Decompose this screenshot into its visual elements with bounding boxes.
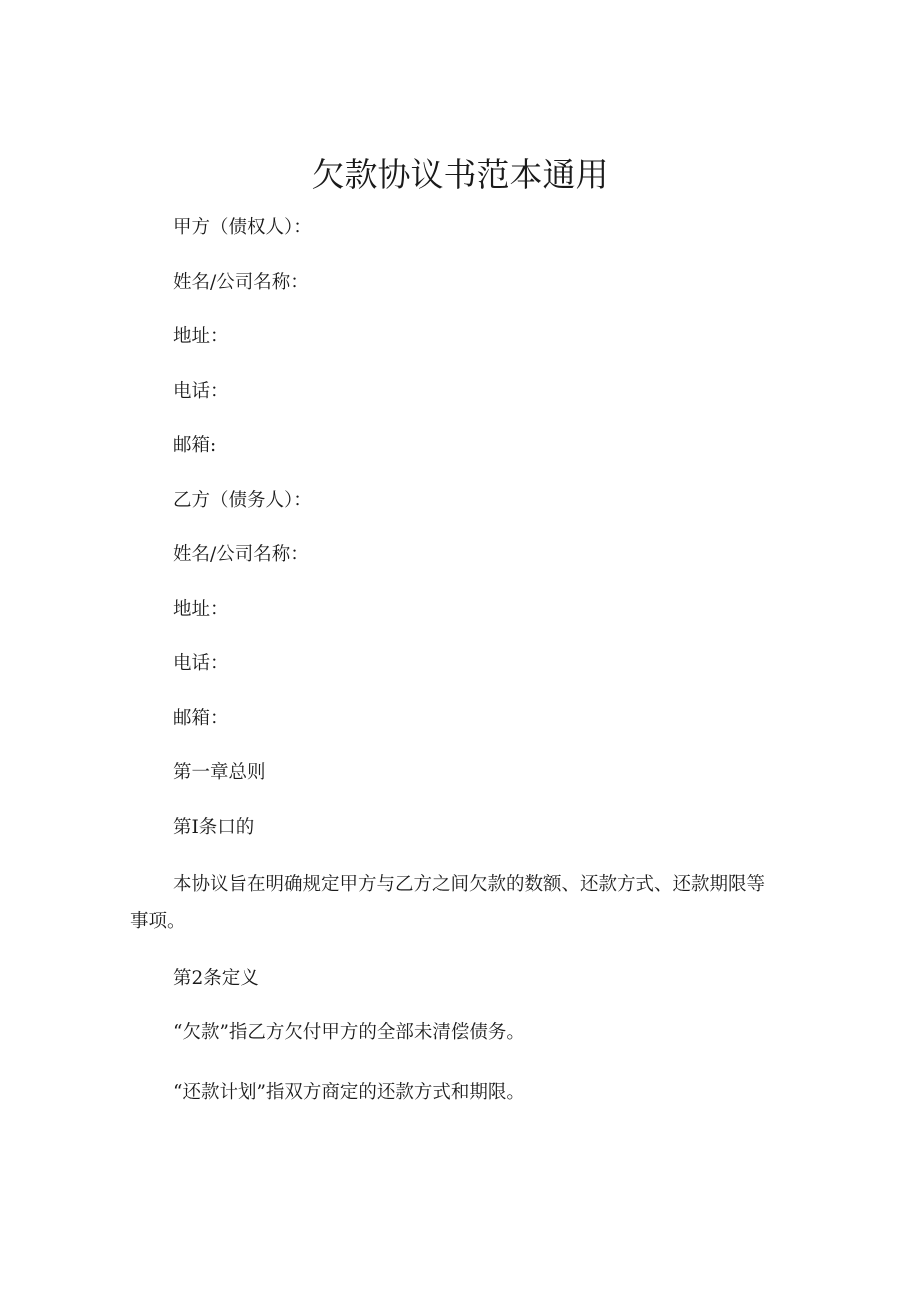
party-a-phone-label: 电话：	[173, 381, 229, 402]
party-b-name-label: 姓名/公司名称：	[173, 544, 309, 565]
definition-item: “还款计划”指双方商定的还款方式和期限。	[173, 1082, 525, 1103]
party-b-phone-label: 电话：	[173, 653, 229, 674]
document-title: 欠款协议书范本通用	[311, 155, 609, 194]
party-a-address-label: 地址：	[173, 326, 229, 347]
article-1-body: 本协议旨在明确规定甲方与乙方之间欠款的数额、还款方式、还款期限等事项。	[130, 874, 766, 932]
party-a-heading: 甲方（债权人）：	[173, 217, 312, 238]
party-a-email-label: 邮箱:	[173, 435, 217, 456]
article-2-heading: 第2条定义	[173, 968, 259, 989]
party-b-address-label: 地址：	[173, 599, 229, 620]
article-1-heading: 第I条口的	[173, 817, 255, 838]
definition-item: “欠款”指乙方欠付甲方的全部未清偿债务。	[173, 1022, 525, 1043]
party-a-name-label: 姓名/公司名称：	[173, 272, 309, 293]
party-b-email-label: 邮箱：	[173, 708, 229, 729]
party-b-heading: 乙方（债务人）：	[173, 490, 312, 511]
chapter-1-heading: 第一章总则	[173, 762, 266, 783]
